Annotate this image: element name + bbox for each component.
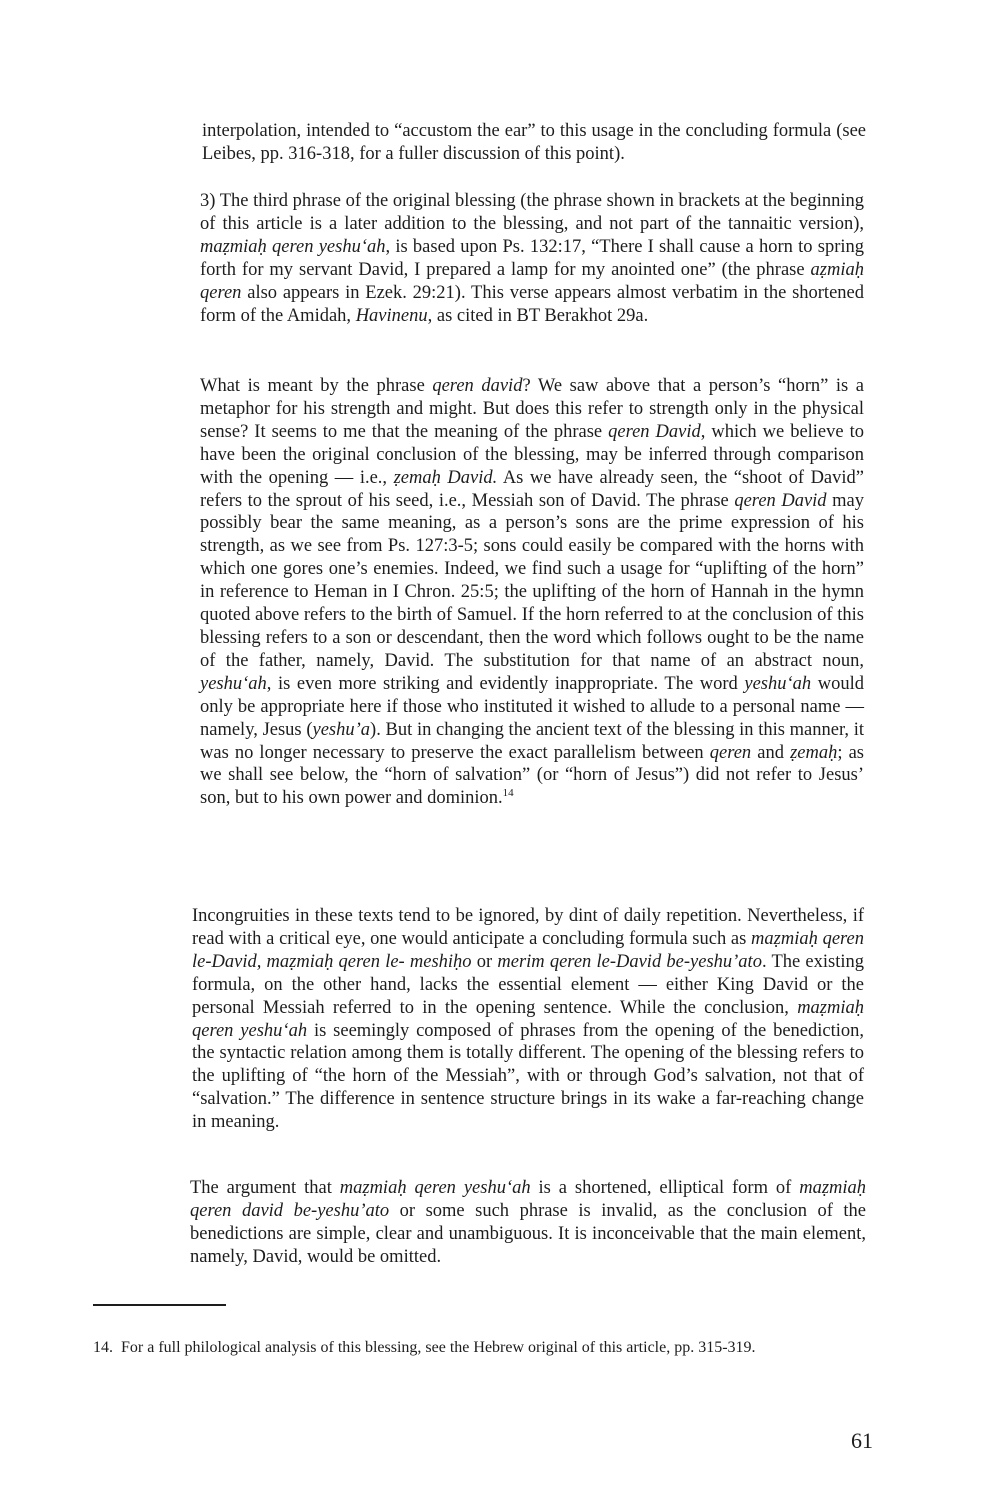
footnote-divider (93, 1304, 226, 1306)
italic-term: qeren (709, 742, 752, 763)
text-run: interpolation, intended to “accustom the ear” to this usage in the concluding formula (see Leibes, pp. 316-318, for a fuller discussion of this point). (202, 121, 866, 164)
footnote-text: For a full philological analysis of this blessing, see the Hebrew original of this article, pp. 315-319. (121, 1339, 756, 1356)
italic-term: qeren david (432, 376, 523, 396)
text-run: ). But in changing the ancient text of the blessing in this manner, it was no longer necessary to preserve the exact parallelism between (200, 719, 864, 763)
text-run: What is meant by the phrase (200, 376, 433, 396)
italic-term: maẓmiaḥ qeren yeshu‘ah (339, 1178, 531, 1198)
text-run: and (751, 742, 791, 763)
body-paragraph (190, 1177, 866, 1269)
text-run: , is based upon Ps. 132:17, “There I shall cause a horn to spring forth for my servant David, I prepared a lamp for my anointed one” (the phrase (200, 236, 864, 280)
italic-term: Havinenu (355, 305, 428, 326)
italic-term: qeren David (608, 421, 701, 442)
text-run: The argument that (190, 1178, 340, 1198)
body-paragraph (202, 120, 866, 166)
text-run: ? We saw above that a person’s “horn” is a metaphor for his strength and might. But does this refer to strength only in the physical sense? It seems to me that the meaning of the phrase (200, 376, 864, 442)
italic-term: maẓmiaḥ qeren yeshu‘ah (192, 997, 864, 1041)
italic-term: yeshu‘ah (200, 673, 267, 694)
text-run: is a shortened, elliptical form of (530, 1178, 800, 1198)
italic-term: aẓmiaḥ qeren (200, 259, 864, 303)
text-run: may possibly bear the same meaning, as a person’s sons are the prime expression of his strength, as we see from Ps. 127:3-5; sons could easily be compared with the horns with which one gores one’s enemies. Indeed, we find such a usage for “uplifting of the horn” in reference to Heman in I Chron. 25:5; the uplifting of the horn of Hannah in the hymn quoted above refers to the birth of Samuel. If the horn referred to at the conclusion of this blessing refers to a son or descendant, then the word which follows ought to be the name of the father, namely, David. The substitution for that name of an abstract noun, (200, 490, 864, 671)
footnote-ref: 14 (502, 787, 514, 800)
body-paragraph (192, 905, 864, 1134)
text-run: or (471, 951, 498, 972)
italic-term: maẓmiaḥ qeren yeshu‘ah (200, 236, 386, 257)
italic-term: maẓmiaḥ qeren david be-yeshu’ato (190, 1178, 867, 1221)
text-run: 3) The third phrase of the original blessing (the phrase shown in brackets at the beginning of this article is a later addition to the blessing, and not part of the tannaitic version), (200, 191, 864, 234)
text-run: , is even more striking and evidently inappropriate. The word (266, 673, 745, 694)
italic-term: merim qeren le-David be-yeshu’ato (497, 951, 762, 972)
italic-term: maẓmiaḥ qeren le-David, maẓmiaḥ qeren le- meshiḥo (192, 928, 865, 972)
text-run: Incongruities in these texts tend to be ignored, by dint of daily repetition. Nevertheless, if read with a critical eye, one would anticipate a concluding formula such as (192, 906, 864, 949)
text-run: . The existing formula, on the other hand, lacks the essential element — either King David or the personal Messiah referred to in the opening sentence. While the conclusion, (192, 951, 864, 1018)
text-run: , which we believe to have been the original conclusion of the blessing, may be inferred through comparison with the opening — i.e., (200, 421, 864, 488)
text-run: also appears in Ezek. 29:21). This verse appears almost verbatim in the shortened form of the Amidah, (200, 282, 864, 326)
text-run: As we have already seen, the “shoot of David” refers to the sprout of his seed, i.e., Messiah son of David. The phrase (200, 467, 864, 511)
italic-term: qeren David (734, 490, 827, 511)
italic-term: ẓemaḥ David. (393, 467, 498, 488)
footnote (93, 1337, 875, 1359)
footnote-number: 14. (93, 1339, 113, 1356)
text-run: is seemingly composed of phrases from the opening of the benediction, the syntactic relation among them is totally different. The opening of the blessing refers to the uplifting of “the horn of the Messiah”, with or through God’s salvation, not that of “salvation.” The difference in sentence structure brings in its wake a far-reaching change in meaning. (192, 1020, 865, 1133)
text-run: , as cited in BT Berakhot 29a. (427, 305, 649, 326)
body-paragraph (200, 190, 864, 327)
text-run: ; as we shall see below, the “horn of salvation” (or “horn of Jesus”) did not refer to Jesus’ son, but to his own power and dominion. (200, 742, 864, 809)
italic-term: yeshu‘ah (744, 673, 812, 694)
body-paragraph (200, 375, 864, 810)
text-run: would only be appropriate here if those who instituted it wished to allude to a personal name — namely, Jesus ( (200, 673, 864, 740)
page-number: 61 (851, 1428, 873, 1453)
text-run: or some such phrase is invalid, as the conclusion of the benedictions are simple, clear and unambiguous. It is inconceivable that the main element, namely, David, would be omitted. (190, 1200, 866, 1267)
italic-term: yeshu’a (312, 719, 371, 740)
italic-term: ẓemaḥ (790, 742, 838, 763)
